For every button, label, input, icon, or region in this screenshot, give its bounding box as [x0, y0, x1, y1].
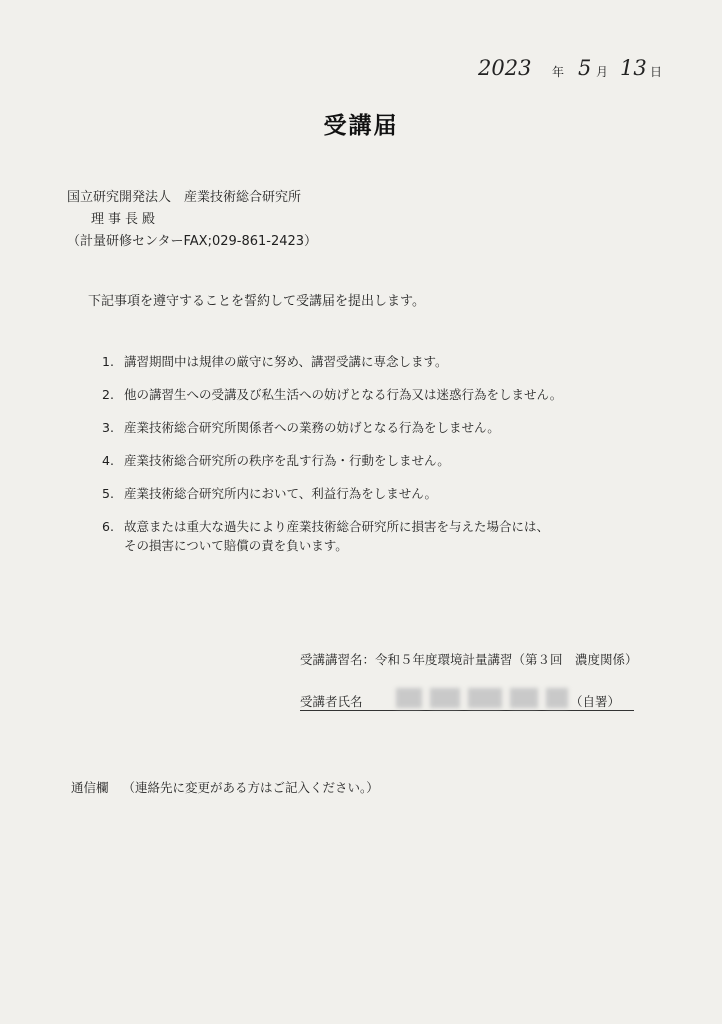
pledge-item [102, 385, 562, 404]
pledge-number: 5. [102, 486, 114, 501]
date-year-unit: 年 [552, 65, 565, 79]
addressee-recipient: 理事長殿 [91, 212, 160, 227]
pledge-item [102, 451, 562, 470]
communication-note: （連絡先に変更がある方はご記入ください。） [122, 780, 379, 795]
redacted-signature [396, 688, 570, 708]
communication-section[interactable] [71, 778, 379, 796]
pledge-item [102, 352, 562, 371]
pledge-text: 産業技術総合研究所関係者への業務の妨げとなる行為をしません。 [124, 420, 500, 435]
pledge-text: 講習期間中は規律の厳守に努め、講習受講に専念します。 [124, 354, 448, 369]
date-day-unit: 日 [650, 65, 663, 79]
pledge-text: 故意または重大な過失により産業技術総合研究所に損害を与えた場合には、 [124, 519, 550, 534]
date-month: 5 [578, 56, 592, 80]
addressee-block [67, 187, 317, 253]
pledge-text: 産業技術総合研究所内において、利益行為をしません。 [124, 486, 438, 501]
pledge-item [102, 484, 562, 503]
date-month-unit: 月 [596, 65, 609, 79]
attendee-name-field[interactable] [300, 688, 634, 711]
document-title: 受講届 [323, 113, 399, 139]
pledge-number: 2. [102, 387, 114, 402]
intro-statement: 下記事項を遵守することを誓約して受講届を提出します。 [88, 294, 425, 309]
communication-label: 通信欄 [71, 780, 109, 795]
course-name: 受講講習名：令和５年度環境計量講習（第３回 濃度関係） [300, 652, 638, 667]
pledge-text: 他の講習生への受講及び私生活への妨げとなる行為又は迷惑行為をしません。 [124, 387, 563, 402]
self-signature-note: （自署） [569, 694, 620, 709]
attendee-name-label: 受講者氏名 [300, 694, 363, 709]
pledge-text: 産業技術総合研究所の秩序を乱す行為・行動をしません。 [124, 453, 450, 468]
pledge-number: 6. [102, 519, 114, 534]
pledge-list [102, 352, 562, 569]
date-year: 2023 [478, 56, 532, 80]
addressee-organization: 国立研究開発法人 産業技術総合研究所 [67, 190, 302, 205]
pledge-item [102, 418, 562, 437]
date-day: 13 [620, 56, 647, 80]
submission-date [478, 54, 668, 84]
pledge-number: 4. [102, 453, 114, 468]
pledge-number: 1. [102, 354, 114, 369]
addressee-contact: （計量研修センターFAX;029-861-2423） [67, 234, 318, 249]
pledge-number: 3. [102, 420, 114, 435]
pledge-item [102, 517, 562, 555]
pledge-text-continued: その損害について賠償の責を負います。 [124, 538, 348, 553]
